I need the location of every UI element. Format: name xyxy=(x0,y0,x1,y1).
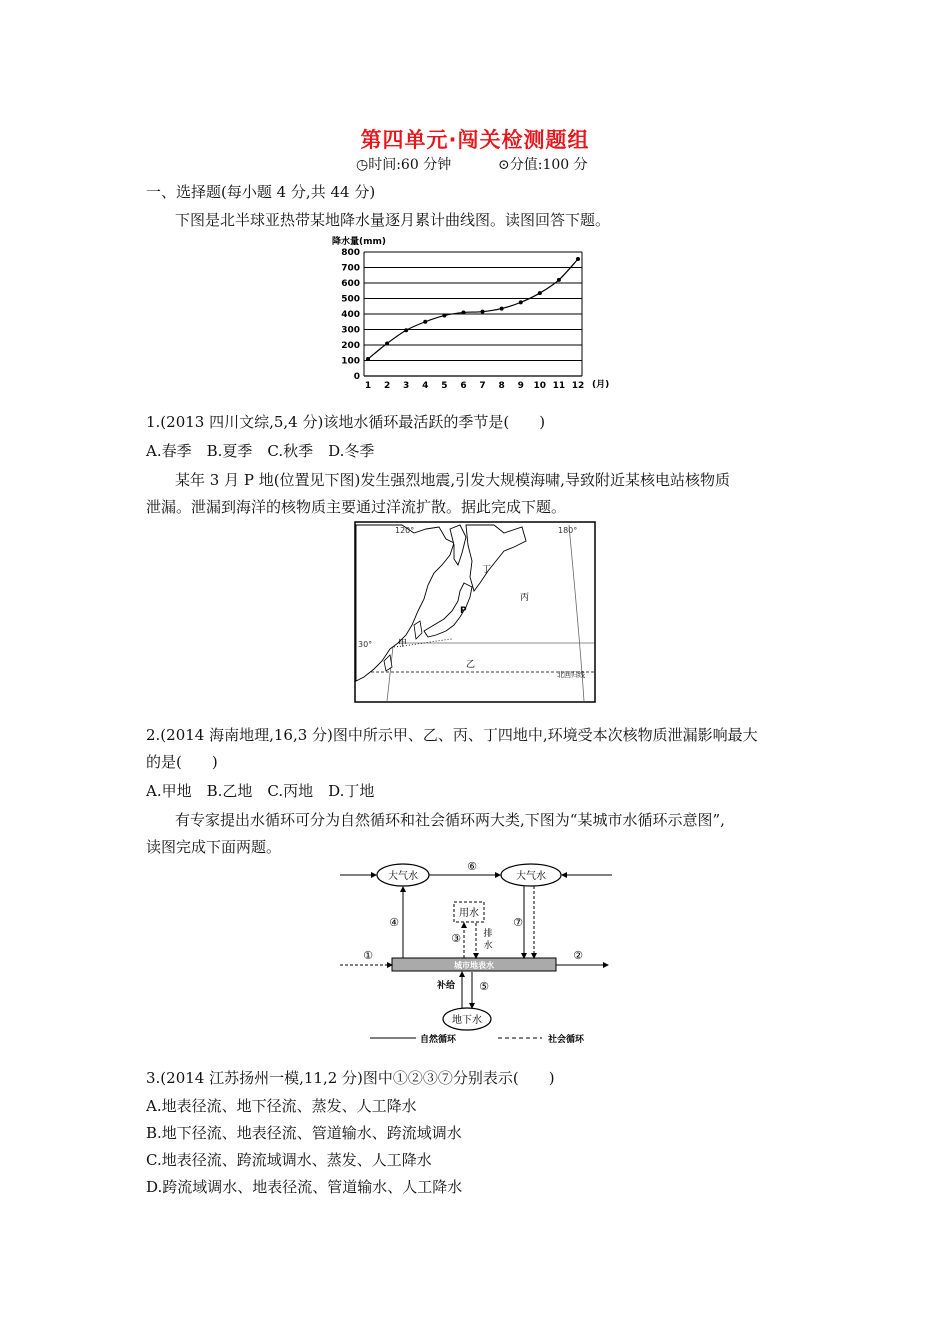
chart-series-line xyxy=(368,259,578,359)
score-label: 分值:100 分 xyxy=(509,157,588,173)
check-circle-icon: ⊙ xyxy=(498,157,510,173)
atm-right-label: 大气水 xyxy=(516,871,546,882)
chart-point xyxy=(404,328,408,332)
chart-y-tick-label: 200 xyxy=(341,341,360,351)
label-2: ② xyxy=(573,949,583,962)
legend-social: 社会循环 xyxy=(548,1035,585,1045)
intro-1: 下图是北半球亚热带某地降水量逐月累计曲线图。读图回答下题。 xyxy=(175,211,611,229)
chart-point xyxy=(442,314,446,318)
clock-icon: ◷ xyxy=(356,157,369,173)
chart-point xyxy=(366,357,370,361)
chart-x-tick-label: 8 xyxy=(498,381,505,391)
chart-point xyxy=(461,310,465,314)
page-title: 第四单元·闯关检测题组 xyxy=(360,128,590,152)
question-3-option-a: A.地表径流、地下径流、蒸发、人工降水 xyxy=(146,1097,417,1115)
chart-point xyxy=(519,300,523,304)
chart-point xyxy=(576,257,580,261)
chart-y-ticks xyxy=(341,248,360,382)
label-3: ③ xyxy=(451,932,461,945)
question-1-stem: 1.(2013 四川文综,5,4 分)该地水循环最活跃的季节是( ) xyxy=(146,413,546,431)
chart-x-tick-label: 1 xyxy=(364,381,372,391)
question-2-stem-line-2: 的是( ) xyxy=(146,753,218,771)
label-7: ⑦ xyxy=(513,916,523,929)
chart-y-tick-label: 0 xyxy=(353,372,360,382)
tropic-label: 北回归线 xyxy=(557,671,585,679)
question-2-options: A.甲地 B.乙地 C.丙地 D.丁地 xyxy=(146,782,375,800)
chart-x-ticks xyxy=(365,381,584,391)
question-3-option-b: B.地下径流、地表径流、管道输水、跨流域调水 xyxy=(146,1124,462,1142)
chart-point xyxy=(557,278,561,282)
time-label: 时间:60 分钟 xyxy=(368,157,452,173)
recharge-label: 补给 xyxy=(436,981,456,991)
chart-x-tick-label: 4 xyxy=(422,381,429,391)
chart-x-tick-label: 3 xyxy=(403,381,410,391)
chart-x-tick-label: 2 xyxy=(383,381,391,391)
chart-y-tick-label: 600 xyxy=(341,279,360,289)
chart-x-tick-label: 12 xyxy=(571,381,585,391)
chart-x-tick-label: 10 xyxy=(533,381,547,391)
chart-y-tick-label: 800 xyxy=(341,248,360,258)
chart-point xyxy=(423,320,427,324)
intro-2-line-1: 某年 3 月 P 地(位置见下图)发生强烈地震,引发大规模海啸,导致附近某核电站核物质 xyxy=(175,471,730,489)
chart-y-tick-label: 700 xyxy=(341,263,360,274)
legend-natural: 自然循环 xyxy=(420,1035,457,1045)
chart-y-tick-label: 400 xyxy=(341,310,360,320)
drainage-label-2: 水 xyxy=(483,941,493,951)
map-figure xyxy=(354,521,596,703)
chart-x-label: (月) xyxy=(592,380,610,390)
time-info xyxy=(356,154,451,174)
intro-3-line-1: 有专家提出水循环可分为自然循环和社会循环两大类,下图为“某城市水循环示意图”, xyxy=(175,811,725,829)
water-cycle-diagram xyxy=(336,856,616,1048)
surface-water-label: 城市地表水 xyxy=(454,961,494,970)
label-4: ④ xyxy=(389,916,399,929)
lat-30-label: 30° xyxy=(358,640,373,649)
chart-point xyxy=(538,291,542,295)
chart-y-tick-label: 500 xyxy=(341,294,360,305)
chart-x-tick-label: 5 xyxy=(441,381,448,391)
label-6: ⑥ xyxy=(467,860,477,873)
precipitation-chart xyxy=(330,234,620,392)
question-3-option-c: C.地表径流、跨流域调水、蒸发、人工降水 xyxy=(146,1151,432,1169)
label-bing: 丙 xyxy=(520,593,530,603)
chart-x-tick-label: 11 xyxy=(552,381,566,391)
label-p: P xyxy=(460,606,467,616)
question-1-options: A.春季 B.夏季 C.秋季 D.冬季 xyxy=(146,442,375,460)
chart-x-tick-label: 6 xyxy=(460,381,467,391)
lon-180-label: 180° xyxy=(558,526,578,535)
chart-point xyxy=(500,307,504,311)
intro-3-line-2: 读图完成下面两题。 xyxy=(146,838,282,856)
label-jia: 甲 xyxy=(398,639,408,649)
section-heading: 一、选择题(每小题 4 分,共 44 分) xyxy=(146,183,376,201)
chart-y-tick-label: 300 xyxy=(341,325,360,336)
score-info xyxy=(498,154,588,174)
chart-point xyxy=(481,310,485,314)
chart-x-tick-label: 7 xyxy=(479,381,486,391)
chart-y-tick-label: 100 xyxy=(341,356,360,367)
chart-x-tick-label: 9 xyxy=(517,381,524,391)
water-use-label: 用水 xyxy=(459,908,479,919)
drainage-label-1: 排 xyxy=(483,929,493,939)
question-3-stem: 3.(2014 江苏扬州一模,11,2 分)图中①②③⑦分别表示( ) xyxy=(146,1069,555,1087)
label-1: ① xyxy=(363,949,373,962)
question-3-option-d: D.跨流域调水、地表径流、管道输水、人工降水 xyxy=(146,1178,463,1196)
lon-120-label: 120° xyxy=(395,526,415,535)
label-5: ⑤ xyxy=(479,980,489,993)
groundwater-label: 地下水 xyxy=(452,1015,482,1026)
chart-point xyxy=(385,341,389,345)
chart-y-label: 降水量(mm) xyxy=(332,237,386,247)
label-ding: 丁 xyxy=(482,565,492,575)
atm-left-label: 大气水 xyxy=(388,871,418,882)
label-yi: 乙 xyxy=(466,660,476,670)
intro-2-line-2: 泄漏。泄漏到海洋的核物质主要通过洋流扩散。据此完成下题。 xyxy=(146,498,567,516)
question-2-stem-line-1: 2.(2014 海南地理,16,3 分)图中所示甲、乙、丙、丁四地中,环境受本次核物质泄漏影响最大 xyxy=(146,726,758,744)
chart-grid xyxy=(364,252,582,376)
